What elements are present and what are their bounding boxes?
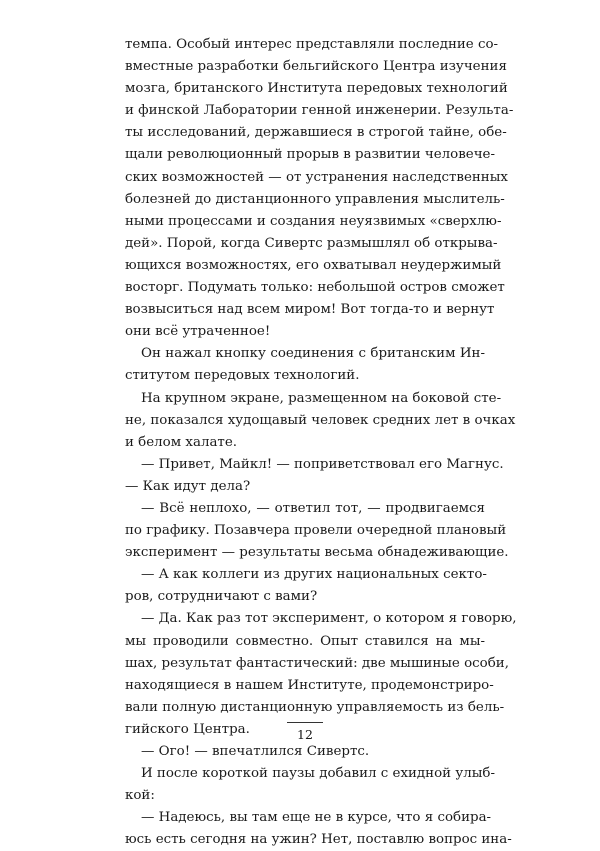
text-line: шах, результат фантастический: две мышиные особи, — [125, 655, 509, 671]
footer-rule — [287, 722, 323, 723]
text-line: по графику. Позавчера провели очередной плановый — [125, 523, 507, 539]
text-line: — Привет, Майкл! — поприветствовал его Магнус. — [141, 456, 504, 472]
text-line: кой: — [125, 788, 155, 804]
text-line: гийского Центра. — [125, 721, 250, 737]
text-line: и белом халате. — [125, 434, 238, 450]
text-line: — Надеюсь, вы там еще не в курсе, что я собира- — [141, 810, 492, 826]
text-line: возвыситься над всем миром! Вот тогда-то и вернут — [125, 302, 495, 318]
text-line: — Как идут дела? — [125, 478, 251, 494]
text-line: вали полную дистанционную управляемость из бель- — [125, 699, 505, 715]
text-line: болезней до дистанционного управления мыслитель- — [125, 191, 505, 207]
text-line: Он нажал кнопку соединения с британским Ин- — [141, 346, 485, 362]
text-line: мозга, британского Института передовых технологий — [125, 81, 508, 97]
page-number: 12 — [297, 727, 313, 742]
text-line: ских возможностей — от устранения наследственных — [125, 169, 508, 185]
text-line: И после короткой паузы добавил с ехидной улыб- — [141, 766, 495, 782]
text-line: они всё утраченное! — [125, 324, 271, 340]
text-line: вместные разработки бельгийского Центра изучения — [125, 59, 507, 75]
text-line: ющихся возможностях, его охватывал неудержимый — [125, 257, 502, 273]
text-line: щали революционный прорыв в развитии человече- — [125, 147, 495, 163]
text-line: — Всё неплохо, — ответил тот, — продвигаемся — [141, 500, 485, 516]
text-line: ститутом передовых технологий. — [125, 368, 360, 384]
text-line: ты исследований, державшиеся в строгой тайне, обе- — [125, 125, 507, 141]
text-line: и финской Лаборатории генной инженерии. Результа- — [125, 103, 514, 119]
text-line: юсь есть сегодня на ужин? Нет, поставлю вопрос ина- — [125, 832, 512, 848]
text-line: На крупном экране, размещенном на боковой сте- — [141, 390, 502, 406]
text-line: ров, сотрудничают с вами? — [125, 589, 318, 605]
text-line: мы проводили совместно. Опыт ставился на мы- — [125, 633, 485, 649]
text-line: восторг. Подумать только: небольшой остров сможет — [125, 280, 505, 296]
text-line: темпа. Особый интерес представляли последние со- — [125, 37, 499, 52]
text-line: находящиеся в нашем Институте, продемонстриро- — [125, 677, 494, 693]
text-line: — А как коллеги из других национальных секто- — [141, 567, 487, 583]
text-line: — Ого! — впечатлился Сивертс. — [141, 744, 370, 759]
text-line: ными процессами и создания неуязвимых «сверхлю- — [125, 213, 502, 229]
text-line: — Да. Как раз тот эксперимент, о котором я говорю, — [141, 611, 517, 627]
text-line: эксперимент — результаты весьма обнадеживающие. — [125, 545, 509, 561]
text-line: не, показался худощавый человек средних лет в очках — [125, 412, 516, 428]
text-line: дей». Порой, когда Сивертс размышлял об открыва- — [125, 235, 498, 251]
